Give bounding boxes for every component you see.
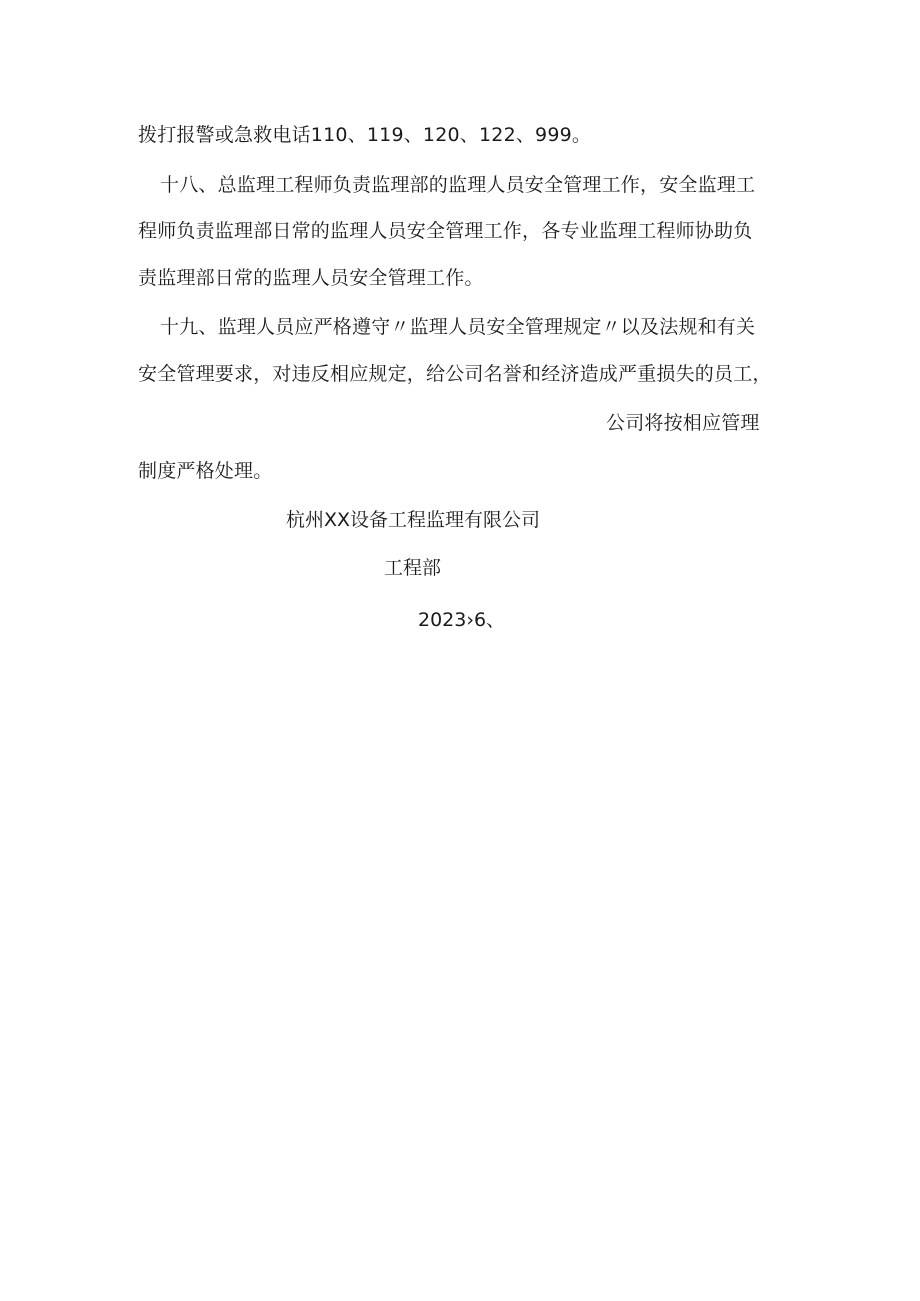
paragraph-19-line-1: 十九、监理人员应严格遵守〃监理人员安全管理规定〃以及法规和有关 (160, 316, 756, 338)
paragraph-19-line-4: 制度严格处理。 (138, 460, 273, 482)
paragraph-19-line-3: 公司将按相应管理 (606, 412, 760, 434)
paragraph-18-line-2: 程师负责监理部日常的监理人员安全管理工作，各专业监理工程师协助负 (138, 220, 753, 242)
signature-date: 2023›6、 (418, 609, 506, 631)
signature-company: 杭州XX设备工程监理有限公司 (286, 509, 541, 531)
paragraph-18-line-3: 责监理部日常的监理人员安全管理工作。 (138, 267, 484, 289)
signature-department: 工程部 (384, 557, 442, 579)
paragraph-18-line-1: 十八、总监理工程师负责监理部的监理人员安全管理工作，安全监理工 (160, 174, 756, 196)
paragraph-line-1: 拨打报警或急救电话110、119、120、122、999。 (138, 124, 592, 146)
paragraph-19-line-2: 安全管理要求，对违反相应规定，给公司名誉和经济造成严重损失的员工， (138, 363, 772, 385)
